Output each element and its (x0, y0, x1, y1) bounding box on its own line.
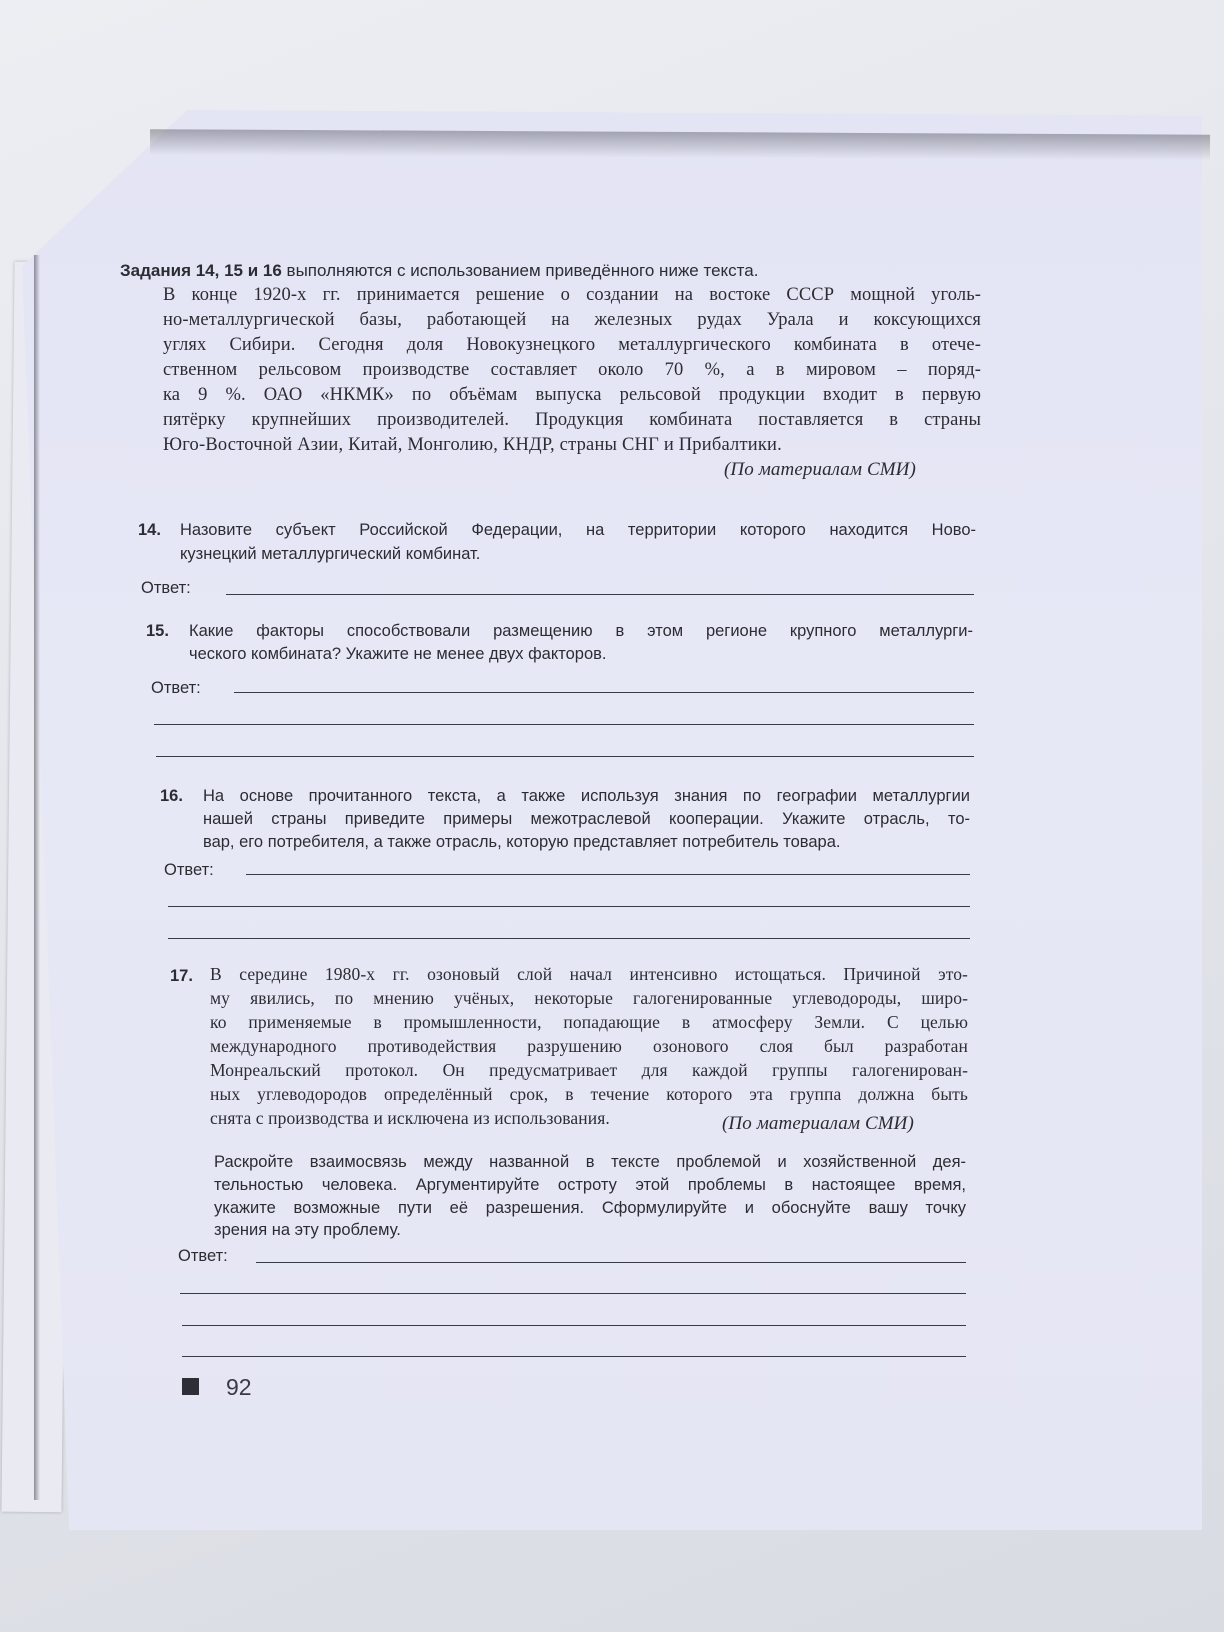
passage-1-source: (По материалам СМИ) (724, 459, 916, 480)
task-17-answer-label: Ответ: (178, 1247, 228, 1265)
passage-1-line: углях Сибири. Сегодня доля Новокузнецкого металлургического комбината в отече- (163, 335, 981, 355)
task-17-question-line: тельностью человека. Аргументируйте остроту этой проблемы в настоящее время, (214, 1176, 966, 1194)
task-14-number: 14. (138, 521, 161, 539)
task-17-passage-line: му явились, по мнению учёных, некоторые галогенированные углеводороды, широ- (210, 988, 968, 1008)
task-17-passage-line: В середине 1980-х гг. озоновый слой начал интенсивно истощаться. Причиной это- (210, 964, 968, 984)
task-15-answer-line[interactable] (156, 756, 974, 757)
task-14-answer-line[interactable] (226, 594, 974, 595)
task-17-passage-line: ко применяемые в промышленности, попадающие в атмосферу Земли. С целью (210, 1012, 968, 1032)
task-17-source: (По материалам СМИ) (722, 1113, 914, 1134)
task-16-answer-label: Ответ: (164, 861, 214, 879)
task-17-passage-line: Монреальский протокол. Он предусматривает для каждой группы галогенирован- (210, 1060, 968, 1080)
task-15-number: 15. (146, 622, 169, 640)
task-16-answer-line[interactable] (246, 874, 970, 875)
task-17-answer-line[interactable] (182, 1325, 966, 1326)
task-15-answer-line[interactable] (154, 724, 974, 725)
passage-1-line: но-металлургической базы, работающей на железных рудах Урала и коксующихся (163, 310, 981, 330)
passage-1-line: Юго-Восточной Азии, Китай, Монголию, КНДР, страны СНГ и Прибалтики. (163, 435, 782, 455)
tasks-intro-bold: Задания 14, 15 и 16 (120, 261, 282, 280)
task-16-text-line: нашей страны приведите примеры межотраслевой кооперации. Укажите отрасль, то- (203, 810, 970, 828)
tasks-intro-heading (120, 262, 758, 279)
task-14-text-line: кузнецкий металлургический комбинат. (180, 545, 481, 563)
task-15-text-line: ческого комбината? Укажите не менее двух факторов. (189, 645, 607, 663)
passage-1-line: ка 9 %. ОАО «НКМК» по объёмам выпуска рельсовой продукции входит в первую (163, 385, 981, 405)
passage-1-line: пятёрку крупнейших производителей. Продукция комбината поставляется в страны (163, 410, 981, 430)
task-17-answer-line[interactable] (180, 1293, 966, 1294)
page-number: 92 (226, 1374, 252, 1400)
task-17-number: 17. (170, 967, 193, 985)
task-17-passage-line: снята с производства и исключена из использования. (210, 1108, 610, 1128)
passage-1-line: В конце 1920-х гг. принимается решение о создании на востоке СССР мощной уголь- (163, 285, 981, 305)
task-14-answer-label: Ответ: (141, 579, 191, 597)
task-16-text-line: вар, его потребителя, а также отрасль, которую представляет потребитель товара. (203, 833, 841, 851)
task-17-answer-line[interactable] (182, 1356, 966, 1357)
task-17-question-line: Раскройте взаимосвязь между названной в тексте проблемой и хозяйственной дея- (214, 1153, 966, 1171)
task-17-question-line: зрения на эту проблему. (214, 1221, 401, 1239)
task-17-question-line: укажите возможные пути её разрешения. Сформулируйте и обоснуйте вашу точку (214, 1199, 966, 1217)
task-15-answer-label: Ответ: (151, 679, 201, 697)
task-14-text-line: Назовите субъект Российской Федерации, на территории которого находится Ново- (180, 521, 976, 539)
task-16-answer-line[interactable] (168, 938, 970, 939)
task-17-passage-line: ных углеводородов определённый срок, в течение которого эта группа должна быть (210, 1084, 968, 1104)
task-16-number: 16. (160, 787, 183, 805)
tasks-intro-text: выполняются с использованием приведённого ниже текста. (286, 261, 759, 280)
page-marker-square (182, 1378, 199, 1395)
task-17-passage-line: международного противодействия разрушению озонового слоя был разработан (210, 1036, 968, 1056)
task-16-text-line: На основе прочитанного текста, а также используя знания по географии металлургии (203, 787, 970, 805)
task-15-text-line: Какие факторы способствовали размещению в этом регионе крупного металлурги- (189, 622, 973, 640)
task-15-answer-line[interactable] (234, 692, 974, 693)
task-16-answer-line[interactable] (168, 906, 970, 907)
task-17-answer-line[interactable] (256, 1262, 966, 1263)
passage-1-line: ственном рельсовом производстве составляет около 70 %, а в мировом – поряд- (163, 360, 981, 380)
